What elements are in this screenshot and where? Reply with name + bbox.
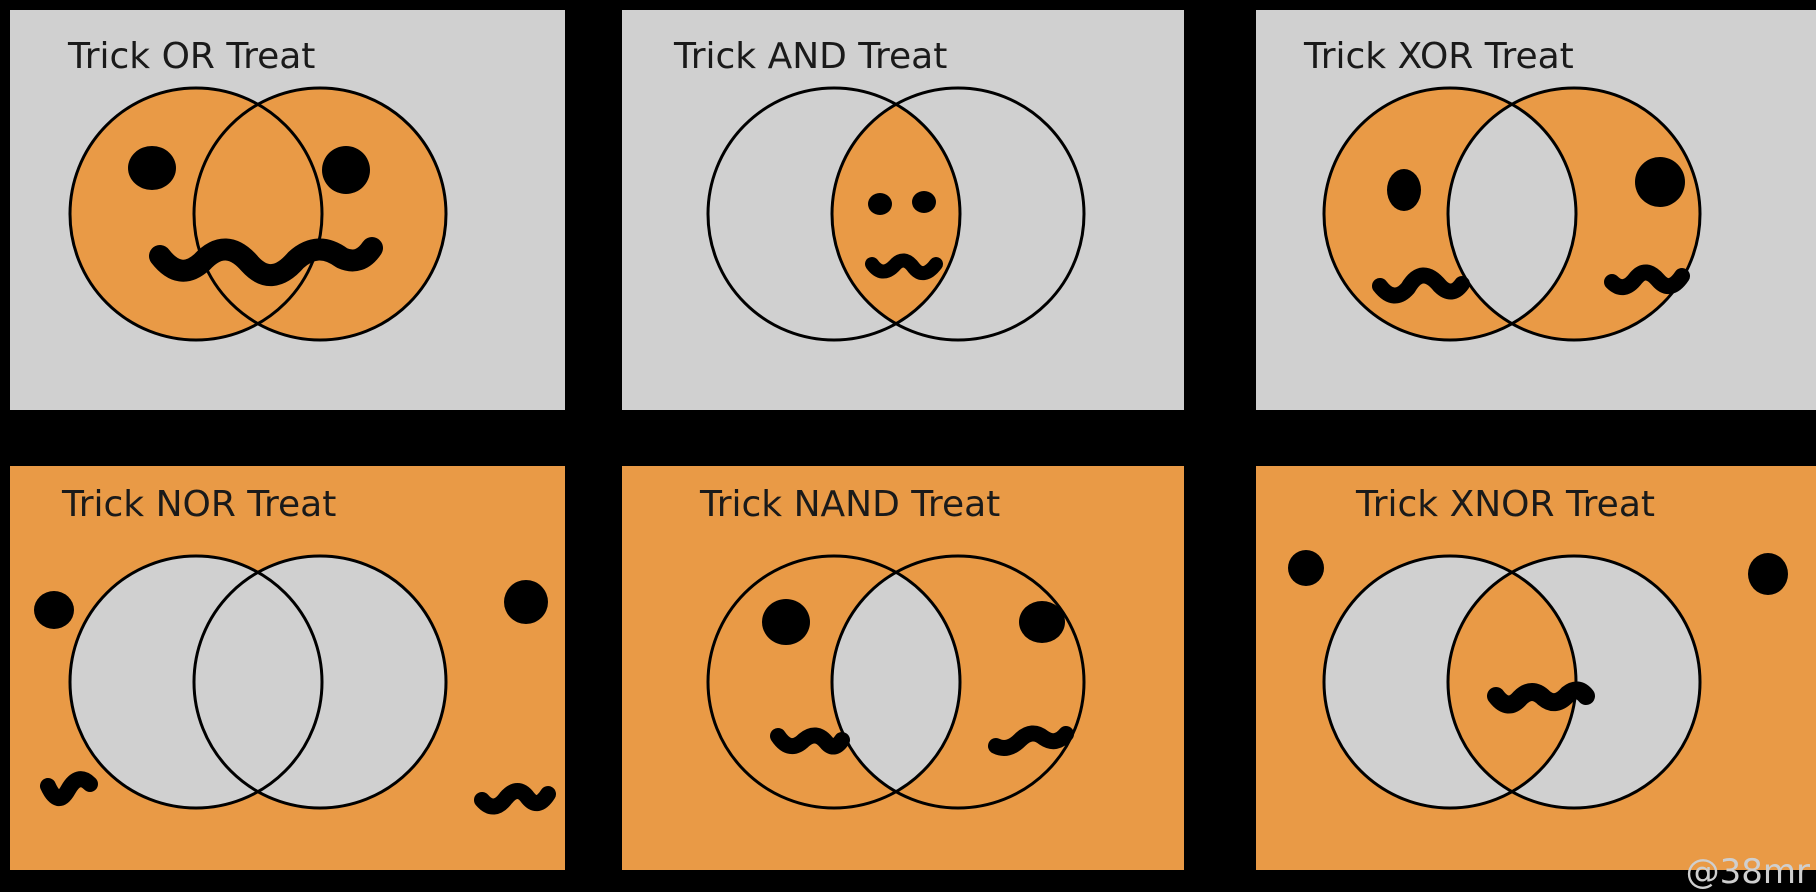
left-eye [762,599,810,645]
venn-diagram [708,556,1084,808]
panel-and [622,10,1184,410]
right-eye [1635,157,1685,207]
panel-or [10,10,565,410]
panel-nor [10,466,565,870]
right-eye [1748,553,1788,595]
venn-diagram [1324,88,1700,340]
left-eye [1387,169,1421,211]
panel-title: Trick NOR Treat [62,484,337,525]
panel-xnor [1256,466,1816,870]
left-eye [868,193,892,215]
right-eye [322,146,370,194]
venn-diagram [1324,556,1700,808]
venn-diagram [70,88,446,340]
panel-title: Trick NAND Treat [700,484,1001,525]
panel-title: Trick XNOR Treat [1356,484,1656,525]
venn-diagram [70,556,446,808]
right-eye [1019,601,1065,643]
venn-diagram [708,88,1084,340]
right-eye [504,580,548,624]
left-eye [1288,550,1324,586]
watermark: @38mr [1685,852,1810,892]
left-eye [34,591,74,629]
right-eye [912,191,936,213]
panel-xor [1256,10,1816,410]
panel-title: Trick OR Treat [68,36,316,77]
panel-title: Trick XOR Treat [1304,36,1574,77]
panel-nand [622,466,1184,870]
panel-title: Trick AND Treat [674,36,948,77]
left-eye [128,146,176,190]
